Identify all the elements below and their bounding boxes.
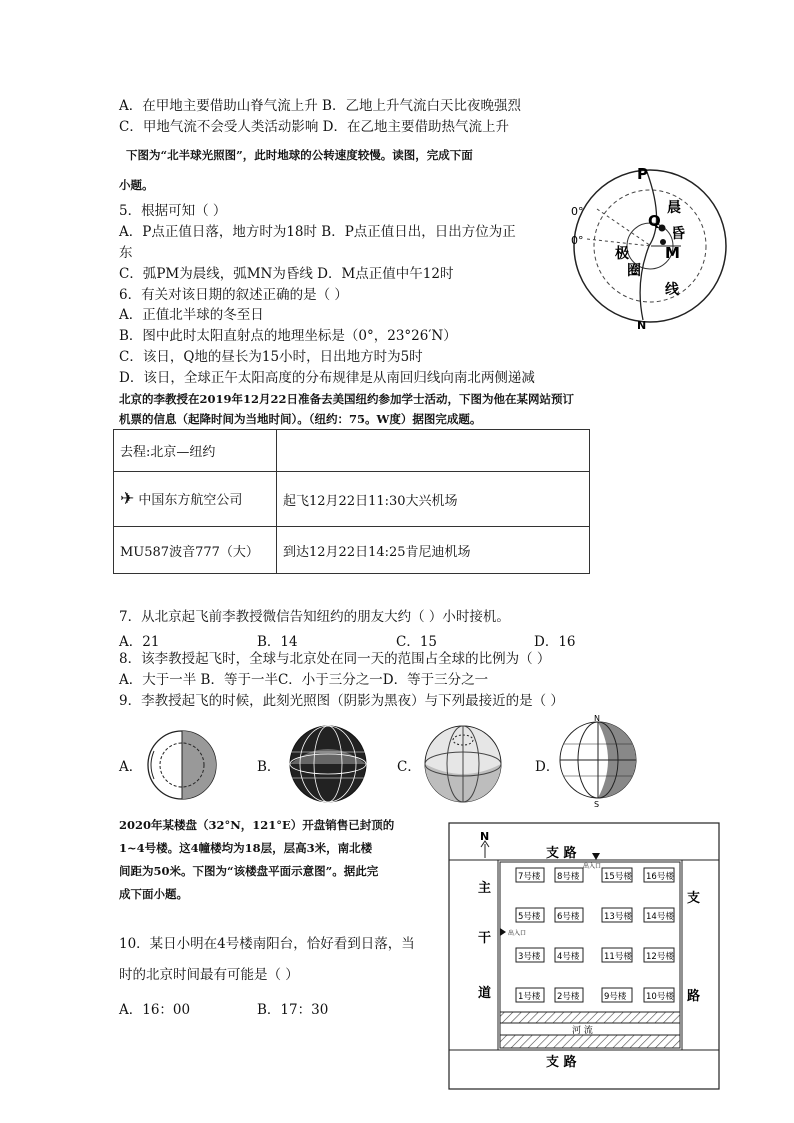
flight-route-cell: 去程:北京—纽约	[114, 430, 277, 472]
q10-option-a: A．16：00	[119, 1002, 191, 1018]
meridian-line-1	[597, 209, 651, 246]
q6-stem: 6．有关对该日期的叙述正确的是（ ）	[119, 287, 348, 303]
building-label: 4号楼	[557, 952, 580, 962]
meridian-line-2	[587, 239, 651, 246]
main-road-label-1: 主	[478, 881, 492, 896]
label-q: Q	[648, 212, 661, 230]
intro1-line-2: 小题。	[119, 178, 154, 192]
q5-option-a-b: A．P点正值日落，地方时为18时 B．P点正值日出，日出方位为正	[119, 224, 516, 240]
building-label: 8号楼	[557, 872, 580, 882]
label-m: M	[665, 244, 680, 262]
arrive-cell: 到达12月22日14:25肯尼迪机场	[277, 527, 590, 574]
intro2-line-2: 机票的信息（起降时间为当地时间）。（纽约：75。W度）据图完成题。	[119, 412, 482, 426]
building-label: 5号楼	[518, 912, 541, 922]
building-label: 12号楼	[646, 952, 674, 962]
intro3-line-3: 间距为50米。下图为“该楼盘平面示意图”。据此完	[119, 864, 379, 878]
airplane-icon: ✈	[120, 489, 135, 509]
main-road-label-3: 道	[478, 986, 492, 1001]
intro2-line-1: 北京的李教授在2019年12月22日准备去美国纽约参加学士活动，下图为他在某网站预订	[119, 392, 575, 406]
building-label: 11号楼	[604, 952, 632, 962]
flight-empty-cell	[277, 430, 590, 472]
building-label: 16号楼	[646, 872, 674, 882]
flight-info-table	[113, 429, 590, 574]
label-ji: 极	[615, 246, 629, 262]
q9-d-south: S	[594, 800, 600, 808]
estate-plan-map	[448, 822, 720, 1090]
q6-option-b: B．图中此时太阳直射点的地理坐标是（0°，23°26′N）	[119, 328, 457, 344]
q10-stem-2: 时的北京时间最有可能是（ ）	[119, 967, 299, 983]
q7-option-b: B．14	[257, 634, 298, 650]
main-road-label-2: 干	[478, 931, 492, 946]
q5-stem: 5．根据可知（ ）	[119, 203, 227, 219]
label-p: P	[637, 165, 648, 183]
label-quan: 圈	[627, 263, 641, 279]
q7-option-c: C．15	[396, 634, 438, 650]
airline-cell	[114, 472, 277, 527]
building-label: 14号楼	[646, 912, 674, 922]
label-hun: 昏	[671, 226, 685, 242]
q5-option-b-cont: 东	[119, 245, 133, 261]
depart-cell: 起飞12月22日11:30大兴机场	[277, 472, 590, 527]
illumination-globe-figure	[565, 162, 735, 334]
road-right-label-2: 路	[687, 989, 701, 1004]
entrance-left-label: 出入口	[508, 930, 527, 937]
q7-option-d: D．16	[534, 634, 576, 650]
q8-stem: 8．该李教授起飞时，全球与北京处在同一天的范围占全球的比例为（ ）	[119, 651, 551, 667]
q9-option-d-label: D．	[535, 759, 560, 775]
label-n: N	[637, 319, 647, 332]
flight-number-cell: MU587波音777（大）	[114, 527, 277, 574]
building-label: 7号楼	[518, 872, 541, 882]
building-label: 13号楼	[604, 912, 632, 922]
building-label: 10号楼	[646, 992, 674, 1002]
q4-option-line-2: C．甲地气流不会受人类活动影响 D．在乙地主要借助热气流上升	[119, 119, 509, 135]
road-right-label-1: 支	[687, 891, 701, 906]
q9-globe-c	[420, 722, 506, 806]
building-label: 9号楼	[604, 992, 627, 1002]
building-label: 15号楼	[604, 872, 632, 882]
q9-globe-d	[556, 714, 642, 808]
intro3-line-1: 2020年某楼盘（32°N，121°E）开盘销售已封顶的	[119, 818, 395, 832]
label-deg-1: 0°	[571, 205, 584, 218]
building-label: 3号楼	[518, 952, 541, 962]
airline-name: 中国东方航空公司	[138, 493, 243, 508]
intro1-line-1: 下图为“北半球光照图”，此时地球的公转速度较慢。读图，完成下面	[126, 148, 473, 162]
q6-option-d: D．该日，全球正午太阳高度的分布规律是从南回归线向南北两侧递减	[119, 370, 535, 386]
entrance-top-label: 出入口	[583, 863, 602, 870]
q9-globe-b	[284, 722, 372, 806]
q6-option-a: A．正值北半球的冬至日	[119, 307, 264, 323]
river-label: 河 流	[572, 1026, 593, 1036]
q9-stem: 9．李教授起飞的时候，此刻光照图（阴影为黑夜）与下列最接近的是（ ）	[119, 693, 564, 709]
q9-option-c-label: C．	[397, 759, 421, 775]
building-label: 1号楼	[518, 992, 541, 1002]
label-xian: 线	[665, 282, 679, 298]
intro3-line-2: 1~4号楼。这4幢楼均为18层，层高3米，南北楼	[119, 841, 373, 855]
globe-outer-circle	[574, 170, 726, 322]
q6-option-c: C．该日，Q地的昼长为15小时，日出地方时为5时	[119, 349, 423, 365]
q9-globe-a	[142, 725, 222, 805]
intro3-line-4: 成下面小题。	[119, 887, 188, 901]
q5-option-c-d: C．弧PM为晨线，弧MN为昏线 D．M点正值中午12时	[119, 266, 454, 282]
q7-option-a: A．21	[119, 634, 160, 650]
building-label: 2号楼	[557, 992, 580, 1002]
q8-options: A．大于一半 B．等于一半C．小于三分之一D．等于三分之一	[119, 672, 489, 688]
map-north-label: N	[480, 830, 490, 843]
q4-option-line-1: A．在甲地主要借助山脊气流上升 B．乙地上升气流白天比夜晚强烈	[119, 98, 521, 114]
building-label: 6号楼	[557, 912, 580, 922]
road-bottom-label: 支 路	[546, 1055, 577, 1070]
tropic-circle	[594, 190, 706, 302]
q9-option-b-label: B．	[257, 759, 281, 775]
q9-d-north: N	[594, 714, 600, 723]
q10-stem: 10．某日小明在4号楼南阳台，恰好看到日落，当	[119, 936, 415, 952]
road-top-label: 支 路	[546, 846, 577, 861]
q10-option-b: B．17：30	[257, 1002, 329, 1018]
label-deg-2: 0°	[571, 234, 584, 247]
q7-stem: 7．从北京起飞前李教授微信告知纽约的朋友大约（ ）小时接机。	[119, 609, 510, 625]
label-chen: 晨	[667, 200, 681, 216]
q9-option-a-label: A．	[119, 759, 143, 775]
